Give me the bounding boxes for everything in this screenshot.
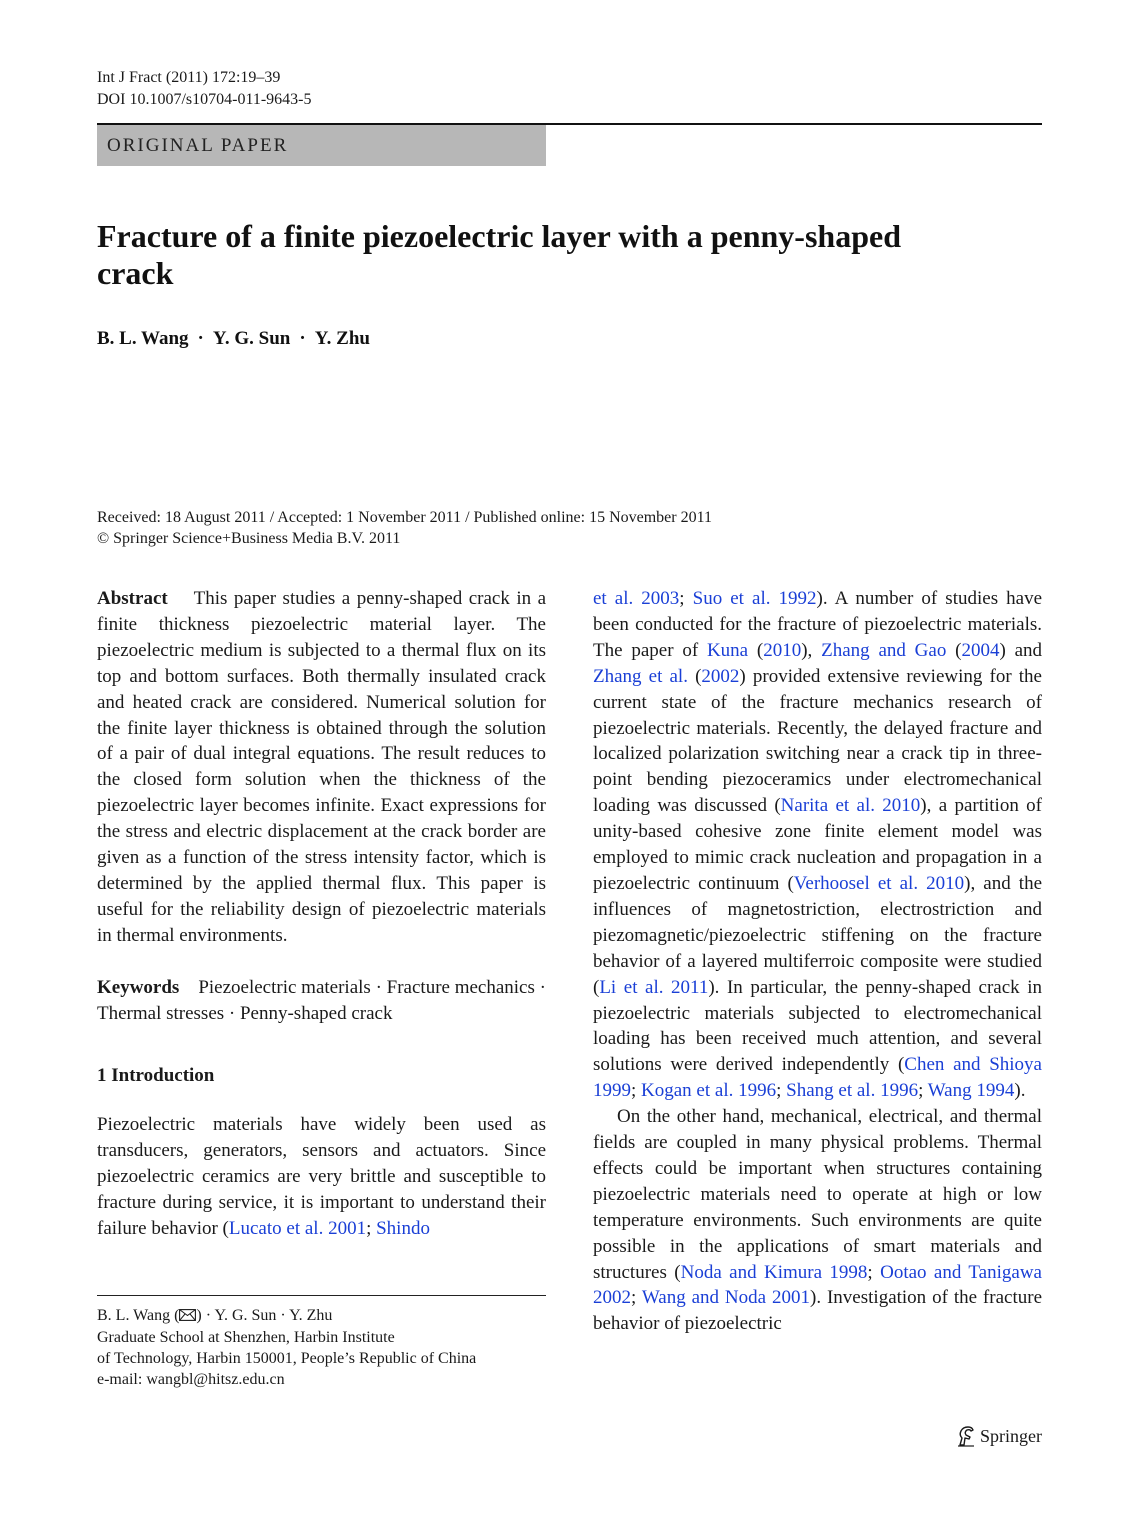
footnote-authors — [97, 1305, 546, 1327]
dates-line: Received: 18 August 2011 / Accepted: 1 November 2011 / Published online: 15 November 2011 — [97, 509, 713, 526]
paragraph-text: ), and the influences of magnetostriction, electrostriction and piezomagnetic/piezoelectric stiffening on the fracture behavior of a layered multiferroic composite were studied ( — [593, 872, 1042, 998]
author-name: Y. G. Sun — [212, 328, 291, 349]
springer-horse-icon — [956, 1425, 976, 1447]
citation-link[interactable]: Wang and Noda 2001 — [641, 1287, 810, 1309]
citation-link[interactable]: Wang 1994 — [927, 1080, 1015, 1102]
intro-paragraph-2 — [593, 1104, 1042, 1337]
citation-link[interactable]: 2002 — [701, 665, 740, 687]
paragraph-text: ; — [776, 1080, 787, 1102]
paragraph-text: ). — [1014, 1080, 1026, 1102]
envelope-icon — [179, 1306, 196, 1327]
paragraph-text: Piezoelectric materials have widely been used as transducers, generators, sensors and actuators. Since piezoelectric ceramics are very brittle and susceptible to fracture during service, it is important to understand their failure behavior ( — [97, 1114, 546, 1240]
footnote-affiliation: Graduate School at Shenzhen, Harbin Institute — [97, 1328, 395, 1346]
paragraph-text: ; — [366, 1218, 377, 1240]
keywords-label: Keywords — [97, 976, 180, 998]
author-footnote — [97, 1305, 546, 1390]
paper-type-banner: ORIGINAL PAPER — [97, 125, 546, 166]
citation-link[interactable]: Shang et al. 1996 — [786, 1080, 919, 1102]
keywords-text: Piezoelectric materials · Fracture mechanics · Thermal stresses · Penny-shaped crack — [97, 976, 546, 1024]
citation-link[interactable]: Lucato et al. 2001 — [228, 1218, 367, 1240]
citation-link[interactable]: Verhoosel et al. 2010 — [793, 872, 965, 894]
citation-link[interactable]: Narita et al. 2010 — [780, 795, 921, 817]
intro-paragraph-1-cont — [593, 586, 1042, 1104]
citation-link[interactable]: Ootao and Tanigawa 2002 — [593, 1261, 1042, 1309]
section-heading-introduction: 1 Introduction — [97, 1064, 215, 1086]
paragraph-text: ). A number of studies have been conducted for the fracture of piezoelectric materials. The paper of — [593, 588, 1042, 661]
abstract — [97, 586, 546, 949]
citation-link[interactable]: et al. 2003 — [593, 588, 680, 609]
author-separator: · — [299, 328, 306, 349]
abstract-text: This paper studies a penny-shaped crack in a finite thickness piezoelectric material layer. The piezoelectric medium is subjected to a thermal flux on its top and bottom surfaces. Both thermally insulated crack and heated crack are considered. Numerical solution for the finite layer thickness is obtained through the solution of a pair of dual integral equations. The result reduces to the closed form solution when the thickness of the piezoelectric layer becomes infinite. Exact expressions for the stress and electric displacement at the crack border are given as a function of the stress intensity factor, which is determined by the applied thermal flux. This paper is useful for the reliability design of piezoelectric materials in thermal environments. — [97, 588, 547, 946]
citation-link[interactable]: 2010 — [763, 639, 802, 661]
paragraph-text: On the other hand, mechanical, electrical, and thermal fields are coupled in many physical problems. Thermal effects could be important when structures containing piezoelectric materials need to operate at high or low temperature environments. Such environments are quite possible in the applications of smart materials and structures ( — [593, 1106, 1042, 1283]
paragraph-text: ; — [918, 1080, 928, 1102]
citation-link[interactable]: Zhang and Gao — [821, 639, 947, 661]
citation-link[interactable]: Zhang et al. — [593, 665, 688, 687]
paragraph-text: ( — [946, 639, 962, 661]
paragraph-text: ) provided extensive reviewing for the current state of the fracture mechanics research of piezoelectric materials. Recently, the delayed fracture and localized polarization switching near a crack tip in three-point bending piezoceramics under electromechanical loading was discussed ( — [593, 665, 1042, 817]
copyright-line: © Springer Science+Business Media B.V. 2011 — [97, 530, 401, 547]
paragraph-text: ), — [801, 639, 822, 661]
paragraph-text: ). In particular, the penny-shaped crack in piezoelectric materials subjected to electromechanical loading has been received much attention, and several solutions were derived independently ( — [593, 976, 1042, 1076]
author-name: Y. Zhu — [314, 328, 370, 349]
citation-link[interactable]: Chen and Shioya 1999 — [593, 1054, 1042, 1102]
footnote-text: ) · Y. G. Sun · Y. Zhu — [196, 1307, 333, 1324]
author-name: B. L. Wang — [97, 328, 189, 349]
footnote-email[interactable]: e-mail: wangbl@hitsz.edu.cn — [97, 1370, 285, 1388]
right-column — [593, 586, 1042, 1337]
footnote-affiliation: of Technology, Harbin 150001, People’s Republic of China — [97, 1349, 477, 1367]
paragraph-text: ; — [679, 588, 693, 609]
paper-title: Fracture of a finite piezoelectric layer with a penny-shaped crack — [97, 218, 901, 291]
keywords — [97, 975, 546, 1027]
intro-paragraph-1-start — [97, 1112, 546, 1242]
paragraph-text: ; — [631, 1080, 642, 1102]
author-list — [97, 327, 370, 351]
paragraph-text: ), a partition of unity-based cohesive zone finite element model was employed to mimic crack nucleation and propagation in a piezoelectric continuum ( — [593, 795, 1042, 894]
citation-link[interactable]: Shindo — [376, 1218, 430, 1240]
paragraph-text: ) and — [999, 639, 1043, 661]
publisher-name: Springer — [980, 1426, 1042, 1446]
publication-dates — [97, 507, 712, 549]
paragraph-text: ; — [867, 1261, 881, 1283]
abstract-label: Abstract — [97, 588, 168, 609]
paragraph-text: ( — [748, 639, 764, 661]
left-column — [97, 586, 546, 1242]
journal-citation: Int J Fract (2011) 172:19–39 — [97, 69, 281, 86]
footnote-text: B. L. Wang ( — [97, 1307, 180, 1324]
citation-link[interactable]: Kuna — [706, 639, 749, 661]
citation-link[interactable]: Kogan et al. 1996 — [641, 1080, 777, 1102]
citation-link[interactable]: 2004 — [961, 639, 1000, 661]
footnote-rule — [97, 1295, 546, 1296]
citation-link[interactable]: Li et al. 2011 — [599, 976, 709, 998]
paragraph-text: ; — [631, 1287, 642, 1309]
paragraph-text: ( — [687, 665, 702, 687]
citation-link[interactable]: Suo et al. 1992 — [692, 588, 817, 609]
citation-link[interactable]: Noda and Kimura 1998 — [680, 1261, 868, 1283]
publisher-logo — [956, 1424, 1042, 1448]
author-separator: · — [197, 328, 204, 349]
paragraph-text: ). Investigation of the fracture behavior of piezoelectric — [593, 1287, 1042, 1335]
journal-doi: DOI 10.1007/s10704-011-9643-5 — [97, 91, 312, 108]
journal-header — [97, 67, 312, 111]
